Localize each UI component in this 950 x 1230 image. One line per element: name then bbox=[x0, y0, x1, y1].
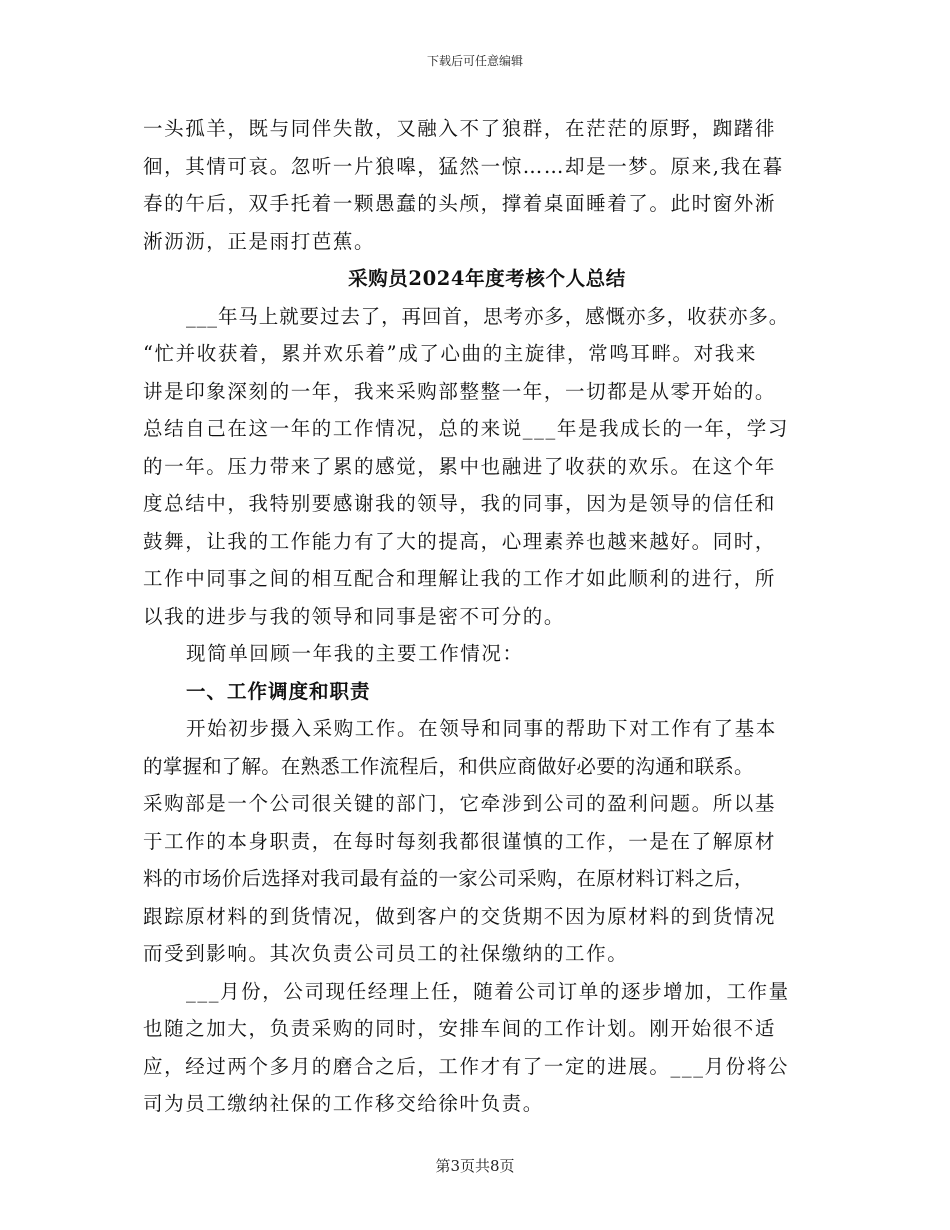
paragraph-line: 鼓舞，让我的工作能力有了大的提高，心理素养也越来越好。同时， bbox=[143, 529, 777, 553]
paragraph-line: 以我的进步与我的领导和同事是密不可分的。 bbox=[143, 604, 566, 628]
paragraph-line: “忙并收获着，累并欢乐着”成了心曲的主旋律，常鸣耳畔。对我来 bbox=[143, 342, 757, 365]
paragraph-line: 而受到影响。其次负责公司员工的社保缴纳的工作。 bbox=[143, 942, 629, 965]
intro-line: 春的午后，双手托着一颗愚蠢的头颅，撑着桌面睡着了。此时窗外淅 bbox=[143, 192, 777, 215]
intro-line: 淅沥沥，正是雨打芭蕉。 bbox=[143, 229, 376, 253]
document-title: 采购员2024年度考核个人总结 bbox=[348, 267, 626, 290]
paragraph-line: 的掌握和了解。在熟悉工作流程后，和供应商做好必要的沟通和联系。 bbox=[143, 754, 754, 778]
page-number-footer: 第3页共8页 bbox=[435, 1157, 515, 1175]
paragraph-line: 度总结中，我特别要感谢我的领导，我的同事，因为是领导的信任和 bbox=[143, 492, 777, 515]
paragraph-line: 总结自己在这一年的工作情况，总的来说___年是我成长的一年，学习 bbox=[143, 417, 789, 440]
intro-line: 徊，其情可哀。忽听一片狼嗥，猛然一惊……却是一梦。原来,我在暮 bbox=[143, 154, 784, 178]
paragraph-line: 跟踪原材料的到货情况，做到客户的交货期不因为原材料的到货情况 bbox=[143, 904, 777, 928]
intro-line: 一头孤羊，既与同伴失散，又融入不了狼群，在茫茫的原野，踟躇徘 bbox=[143, 117, 777, 140]
section-heading: 一、工作调度和职责 bbox=[186, 679, 371, 703]
paragraph-line: 的一年。压力带来了累的感觉，累中也融进了收获的欢乐。在这个年 bbox=[143, 454, 777, 478]
paragraph-line: 讲是印象深刻的一年，我来采购部整整一年，一切都是从零开始的。 bbox=[143, 379, 777, 403]
paragraph-line: 料的市场价后选择对我司最有益的一家公司采购，在原材料订料之后， bbox=[143, 867, 754, 890]
paragraph-line: 应，经过两个多月的磨合之后，工作才有了一定的进展。___月份将公 bbox=[143, 1054, 789, 1078]
paragraph-line: 开始初步摄入采购工作。在领导和同事的帮助下对工作有了基本 bbox=[186, 717, 777, 740]
paragraph-line: 采购部是一个公司很关键的部门，它牵涉到公司的盈利问题。所以基 bbox=[143, 792, 777, 815]
paragraph-line: 也随之加大，负责采购的同时，安排车间的工作计划。刚开始很不适 bbox=[143, 1017, 777, 1040]
paragraph-line: 司为员工缴纳社保的工作移交给徐叶负责。 bbox=[143, 1092, 544, 1115]
page-header: 下载后可任意编辑 bbox=[426, 54, 523, 68]
paragraph-line: ___年马上就要过去了，再回首，思考亦多，感慨亦多，收获亦多。 bbox=[186, 304, 790, 328]
paragraph-line: 工作中同事之间的相互配合和理解让我的工作才如此顺利的进行，所 bbox=[143, 567, 777, 590]
document-body bbox=[143, 110, 823, 1123]
paragraph-line: 于工作的本身职责，在每时每刻我都很谨慎的工作，一是在了解原材 bbox=[143, 829, 777, 853]
paragraph-line: 现简单回顾一年我的主要工作情况： bbox=[186, 642, 524, 665]
paragraph-line: ___月份，公司现任经理上任，随着公司订单的逐步增加，工作量 bbox=[186, 979, 790, 1003]
